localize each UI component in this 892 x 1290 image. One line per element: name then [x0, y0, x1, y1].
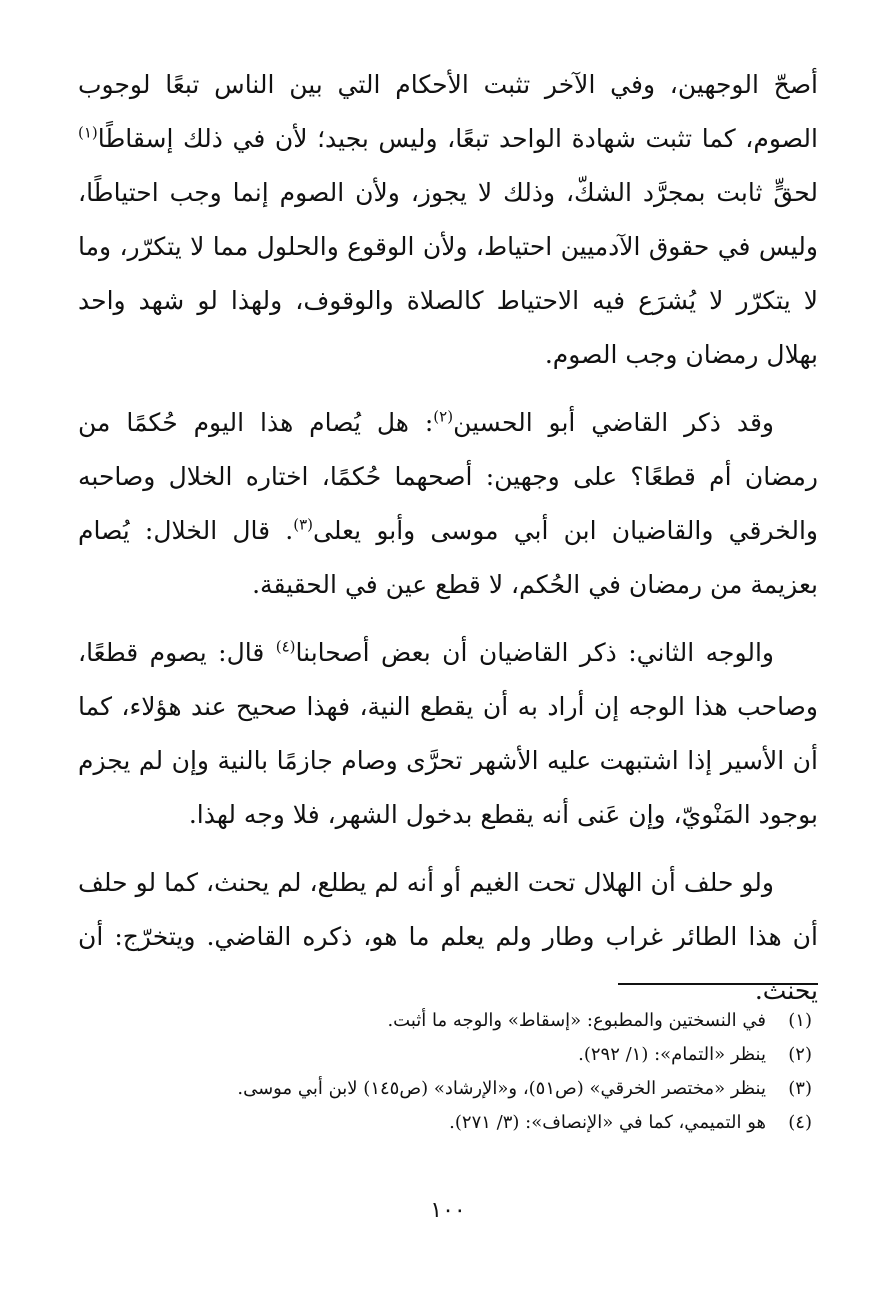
footnote-ref-2[interactable]: (٢) — [433, 407, 454, 426]
footnote-4-text: هو التميمي، كما في «الإنصاف»: (٣/ ٢٧١). — [449, 1112, 766, 1133]
footnote-ref-1[interactable]: (١) — [78, 123, 98, 142]
footnote-3-number: (٣) — [788, 1078, 812, 1099]
paragraph-3 — [78, 626, 818, 842]
footnote-1 — [78, 1004, 812, 1038]
paragraph-2 — [78, 396, 818, 612]
paragraph-3-text-b: قال: يصوم قطعًا، وصاحب هذا الوجه إن أراد به أن يقطع النية، فهذا صحيح عند هؤلاء، كما أن الأسير إذا اشتبهت عليه الأشهر تحرَّى وصام جازمًا بالنية وإن لم يجزم بوجود المَنْويّ، وإن عَنى أنه يقطع بدخول الشهر، فلا وجه لهذا. — [78, 638, 818, 829]
footnote-3-text: ينظر «مختصر الخرقي» (ص٥١)، و«الإرشاد» (ص١٤٥) لابن أبي موسى. — [237, 1078, 766, 1099]
footnote-4 — [78, 1106, 812, 1140]
footnote-2 — [78, 1038, 812, 1072]
footnote-1-number: (١) — [788, 1010, 812, 1031]
footnote-3 — [78, 1072, 812, 1106]
paragraph-4 — [78, 856, 818, 1018]
footnote-2-text: ينظر «التمام»: (١/ ٢٩٢). — [578, 1044, 766, 1065]
footnote-divider — [618, 983, 818, 985]
footnote-4-number: (٤) — [788, 1112, 812, 1133]
paragraph-2-text-b: : هل يُصام هذا اليوم حُكمًا من رمضان أم قطعًا؟ على وجهين: أصحهما حُكمًا، اختاره الخلال وصاحبه والخرقي والقاضيان ابن أبي موسى وأبو يعلى — [78, 408, 818, 545]
paragraph-1 — [78, 58, 818, 382]
document-page — [78, 58, 818, 1223]
footnote-ref-4[interactable]: (٤) — [275, 637, 296, 656]
paragraph-4-text: ولو حلف أن الهلال تحت الغيم أو أنه لم يطلع، لم يحنث، كما لو حلف أن هذا الطائر غراب وطار ولم يعلم ما هو، ذكره القاضي. ويتخرّج: أن يحنث. — [78, 868, 818, 1005]
page-number: ١٠٠ — [430, 1198, 466, 1223]
paragraph-1-text-a: أصحّ الوجهين، وفي الآخر تثبت الأحكام التي بين الناس تبعًا لوجوب الصوم، كما تثبت شهادة الواحد تبعًا، وليس بجيد؛ لأن في ذلك إسقاطًا — [78, 70, 818, 153]
paragraph-1-text-b: لحقٍّ ثابت بمجرَّد الشكّ، وذلك لا يجوز، ولأن الصوم إنما وجب احتياطًا، وليس في حقوق الآدميين احتياط، ولأن الوقوع والحلول مما لا يتكرّر، وما لا يتكرّر لا يُشرَع فيه الاحتياط كالصلاة والوقوف، ولهذا لو شهد واحد بهلال رمضان وجب الصوم. — [78, 178, 818, 369]
paragraph-2-text-a: وقد ذكر القاضي أبو الحسين — [453, 408, 774, 437]
footnote-2-number: (٢) — [788, 1044, 812, 1065]
footnotes-section — [78, 1004, 818, 1140]
paragraph-3-text-a: والوجه الثاني: ذكر القاضيان أن بعض أصحابنا — [295, 638, 774, 667]
footnote-1-text: في النسختين والمطبوع: «إسقاط» والوجه ما أثبت. — [387, 1010, 766, 1031]
footnote-ref-3[interactable]: (٣) — [293, 515, 313, 534]
paragraph-2-text-c: . قال الخلال: يُصام بعزيمة من رمضان في الحُكم، لا قطع عين في الحقيقة. — [78, 516, 818, 599]
